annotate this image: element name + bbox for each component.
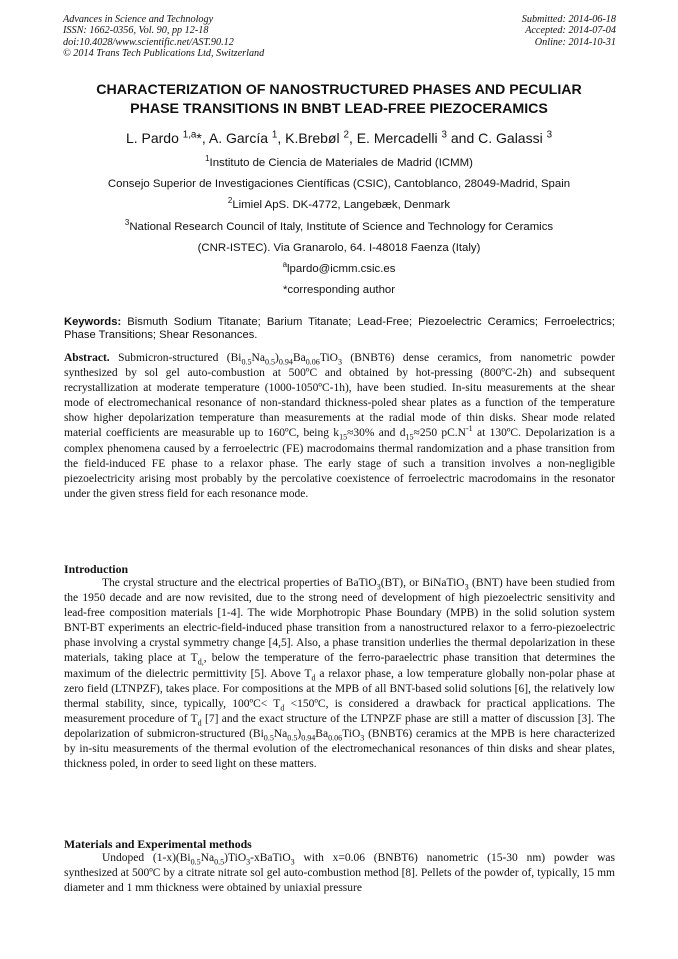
affiliations [20, 153, 658, 301]
author: K.Brebøl $^2$, [285, 129, 357, 146]
keywords [64, 316, 615, 342]
author: C. Galassi $^3$ [478, 129, 553, 146]
affiliation-1-line-2: Consejo Superior de Investigaciones Científicas (CSIC), Cantoblanco, 28049-Madrid, Spain [107, 178, 571, 191]
title-line-2: PHASE TRANSITIONS IN BNBT LEAD-FREE PIEZOCERAMICS [130, 101, 548, 117]
introduction-body: The crystal structure and the electrical properties of BaTiO$_3$(BT), or BiNaTiO$_3$ (BNT) have been studied from the 1950 decade and are now revisited, due to the strong need of development of high piezoelectric sensitivity and lead-free composition materials [1-4]. The wide Morphotropic Phase Boundary (MPB) in the solid solution system BNT-BT experiments an electric-field-induced phase transition from a nanostructured relaxor to a ferro-piezoelectric phase involving a crystal symmetry change [4,5]. Also, a phase transition underlies the thermal depolarization in these materials, taking place at $T_{d,}$, below the temperature of the ferro-paraelectric phase transition that determines the maximum of the dielectric permittivity [5]. Above $T_d$ a relaxor phase, a low temperature globally non-polar phase at zero field (LTNPZF), takes place. For compositions at the MPB of all BNT-based solid solutions [6], the relatively low thermal stability, since, typically, 100ºC< $T_d$ <150ºC, is considered a drawback for practical applications. The measurement procedure of $T_d$ [7] and the exact structure of the LTNPZF phase are still a matter of discussion [3]. The depolarization of submicron-structured $(Bi_{0.5}Na_{0.5})_{0.94}Ba_{0.06}TiO_3$ (BNBT6) ceramics at the MPB is here characterized by in-situ measurements of the thermal evolution of the electromechanical resonances of thin disks and shear plates, thickness poled, in order to seed light on these matters. [64, 577, 616, 771]
journal-doi: doi:10.4028/www.scientific.net/AST.90.12 [63, 36, 234, 48]
author: E. Mercadelli $^3$ and [356, 129, 479, 146]
keywords-label: Keywords: [64, 316, 122, 328]
journal-copyright: © 2014 Trans Tech Publications Ltd, Switzerland [63, 48, 265, 60]
paper-title [40, 81, 638, 119]
abstract: Abstract. Submicron-structured $(Bi_{0.5}Na_{0.5})_{0.94}Ba_{0.06}TiO_3$ (BNBT6) dense ceramics, from nanometric powder synthesized by sol gel auto-combustion at 500ºC and obtained by hot-pressing (800ºC-2h) and subsequent recrystallization at moderate temperature (1000-1050ºC-1h), have been studied. In-situ measurements at the shear mode of electromechanical resonance of non-standard thickness-poled shear plates as a function of the temperature show higher depolarization temperature than measurements at the radial mode of thin disks. Shear mode related material coefficients are measurable up to 160ºC, being $k_{15}\approx 30\%$ and $d_{15}\approx 250$ $pC.N^{-1}$ at 130ºC. Depolarization is a complex phenomena caused by a ferroelectric (FE) macrodomains thermal randomization and a phase transition from the field-induced FE phase to a relaxor phase. The early stage of such a transition involves a non-negligible piezoelectricity arising most probably by the percolative coexistence of ferroelectric macrodomains in the resonator under the given stress field for each resonance mode. [64, 352, 615, 500]
accepted-date: Accepted: 2014-07-04 [525, 25, 616, 37]
submission-dates [522, 14, 616, 48]
author-email[interactable]: $^a$lpardo@icmm.csic.es [282, 260, 396, 276]
introduction-heading: Introduction [64, 562, 129, 576]
submitted-date: Submitted: 2014-06-18 [521, 14, 616, 25]
title-line-1: CHARACTERIZATION OF NANOSTRUCTURED PHASES AND PECULIAR [96, 82, 582, 98]
keywords-text: Bismuth Sodium Titanate; Barium Titanate; Lead-Free; Piezoelectric Ceramics; Ferroelectrics; Phase Transitions; Shear Resonances. [64, 316, 615, 341]
author: A. García $^1$, [208, 129, 286, 146]
affiliation-2: $^2$Limiel ApS. DK-4772, Langebæk, Denmark [227, 196, 451, 212]
journal-header [63, 14, 264, 60]
corresponding-author-note: *corresponding author [282, 284, 396, 297]
affiliation-1: $^1$Instituto de Ciencia de Materiales de Madrid (ICMM) [205, 154, 473, 169]
journal-name: Advances in Science and Technology [63, 14, 214, 25]
methods-heading: Materials and Experimental methods [64, 837, 252, 851]
abstract-label: Abstract. [64, 352, 110, 364]
methods-body: Undoped $(1-x)(Bi_{0.5}Na_{0.5})TiO_3-xBaTiO_3$ with x=0.06 (BNBT6) nanometric (15-30 nm) powder was synthesized at 500ºC by a citrate nitrate sol gel auto-combustion method [8]. Pellets of the powder of, typically, 15 mm diameter and 1 mm thickness were obtained by uniaxial pressure [64, 852, 616, 895]
online-date: Online: 2014-10-31 [534, 36, 616, 48]
affiliation-3: $^3$National Research Council of Italy, Institute of Science and Technology for Ceramics [124, 217, 554, 233]
journal-issn: ISSN: 1662-0356, Vol. 90, pp 12-18 [63, 25, 209, 37]
author: L. Pardo $^{1,a}$*, [125, 129, 209, 146]
affiliation-3-line-2: (CNR-ISTEC). Via Granarolo, 64. I-48018 Faenza (Italy) [197, 241, 481, 254]
author-list [20, 128, 658, 148]
